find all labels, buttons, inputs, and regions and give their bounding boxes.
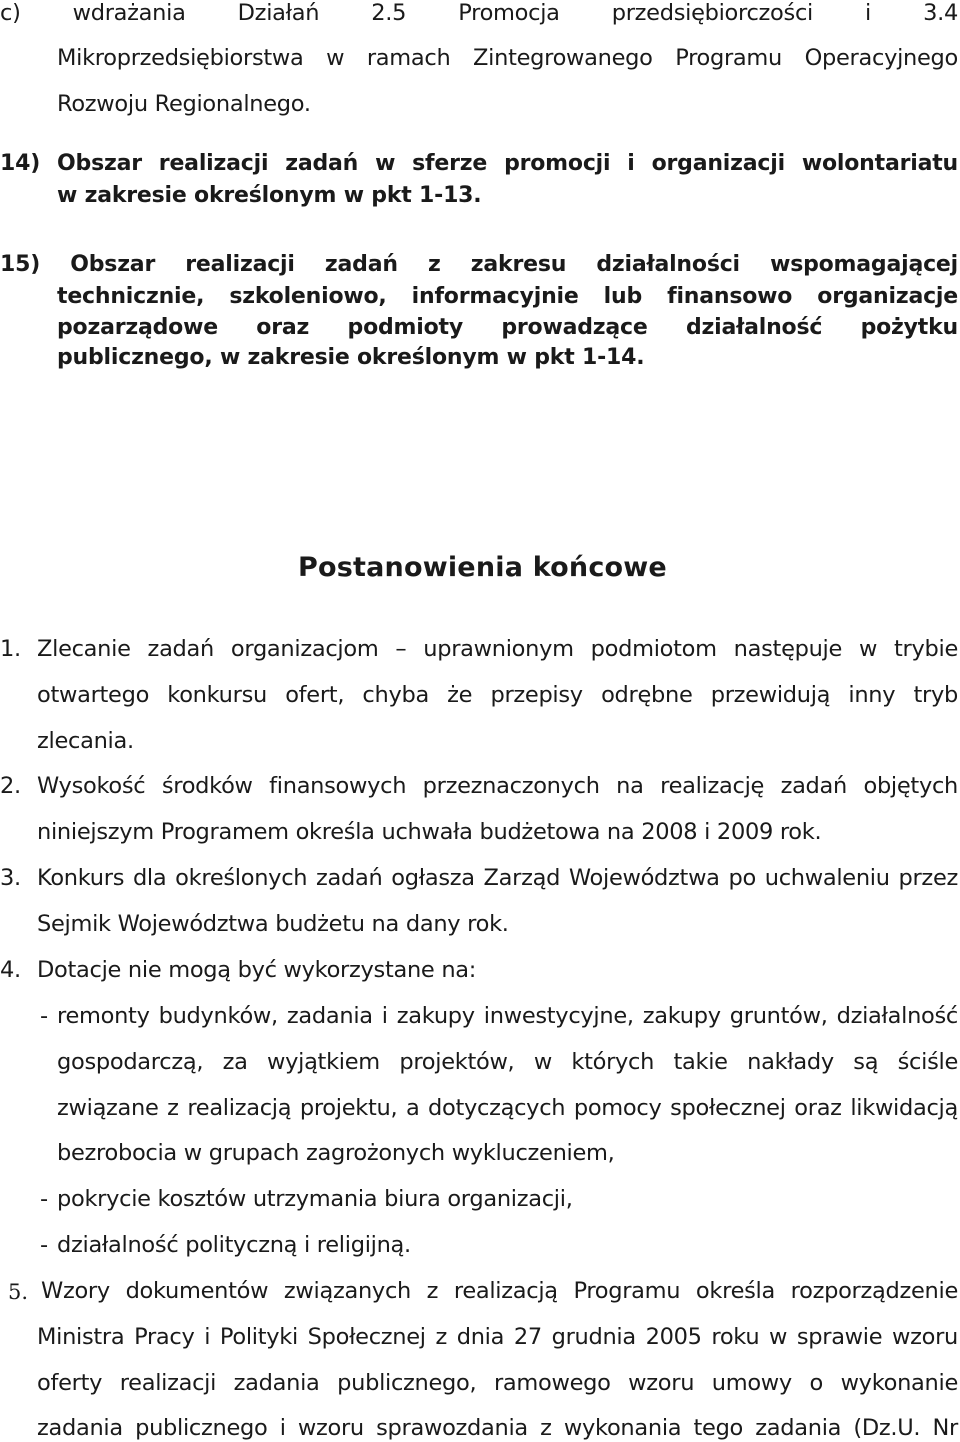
- paragraph-4-line-1: Dotacje nie mogą być wykorzystane na:: [37, 957, 477, 983]
- bullet-1-line-1: remonty budynków, zadania i zakupy inwestycyjne, zakupy gruntów, działalność: [57, 1003, 958, 1029]
- paragraph-5-line-2: Ministra Pracy i Polityki Społecznej z dnia 27 grudnia 2005 roku w sprawie wzoru: [37, 1324, 958, 1350]
- paragraph-5-line-4: zadania publicznego i wzoru sprawozdania z wykonania tego zadania (Dz.U. Nr: [37, 1415, 958, 1441]
- item-15-line-2: technicznie, szkoleniowo, informacyjnie lub finansowo organizacje: [57, 284, 958, 309]
- item-c-line-2: Mikroprzedsiębiorstwa w ramach Zintegrowanego Programu Operacyjnego: [57, 45, 958, 71]
- item-c-line-3: Rozwoju Regionalnego.: [57, 91, 311, 117]
- paragraph-4-number: 4.: [0, 957, 21, 983]
- bullet-2-dash: -: [40, 1186, 48, 1212]
- item-15-line-3: pozarządowe oraz podmioty prowadzące działalność pożytku: [57, 315, 958, 340]
- paragraph-2-number: 2.: [0, 773, 21, 799]
- paragraph-1-line-2: otwartego konkursu ofert, chyba że przepisy odrębne przewidują inny tryb: [37, 682, 958, 708]
- paragraph-1-line-1: Zlecanie zadań organizacjom – uprawnionym podmiotom następuje w trybie: [37, 636, 958, 662]
- section-heading: Postanowienia końcowe: [298, 552, 667, 583]
- paragraph-3-line-1: Konkurs dla określonych zadań ogłasza Zarząd Województwa po uchwaleniu przez: [37, 865, 958, 891]
- bullet-1-line-2: gospodarczą, za wyjątkiem projektów, w których takie nakłady są ściśle: [57, 1049, 958, 1075]
- paragraph-5-line-3: oferty realizacji zadania publicznego, ramowego wzoru umowy o wykonanie: [37, 1370, 958, 1396]
- paragraph-1-line-3: zlecania.: [37, 728, 134, 754]
- paragraph-5-number: 5.: [8, 1280, 29, 1304]
- bullet-1-dash: -: [40, 1003, 48, 1029]
- bullet-2-line-1: pokrycie kosztów utrzymania biura organizacji,: [57, 1186, 573, 1212]
- item-15-line-4: publicznego, w zakresie określonym w pkt 1-14.: [57, 345, 645, 370]
- item-c-line-1: c) wdrażania Działań 2.5 Promocja przedsiębiorczości i 3.4: [0, 0, 958, 26]
- item-14-line-1: 14) Obszar realizacji zadań w sferze promocji i organizacji wolontariatu: [0, 151, 958, 176]
- bullet-1-line-4: bezrobocia w grupach zagrożonych wykluczeniem,: [57, 1140, 615, 1166]
- paragraph-5-line-1: Wzory dokumentów związanych z realizacją Programu określa rozporządzenie: [41, 1278, 958, 1304]
- paragraph-3-line-2: Sejmik Województwa budżetu na dany rok.: [37, 911, 509, 937]
- item-15-line-1: 15) Obszar realizacji zadań z zakresu działalności wspomagającej: [0, 252, 958, 277]
- bullet-1-line-3: związane z realizacją projektu, a dotyczących pomocy społecznej oraz likwidacją: [57, 1095, 958, 1121]
- bullet-3-dash: -: [40, 1232, 48, 1258]
- item-14-line-2: w zakresie określonym w pkt 1-13.: [57, 183, 482, 208]
- bullet-3-line-1: działalność polityczną i religijną.: [57, 1232, 411, 1258]
- paragraph-1-number: 1.: [0, 636, 21, 662]
- paragraph-2-line-2: niniejszym Programem określa uchwała budżetowa na 2008 i 2009 rok.: [37, 819, 822, 845]
- paragraph-2-line-1: Wysokość środków finansowych przeznaczonych na realizację zadań objętych: [37, 773, 958, 799]
- paragraph-3-number: 3.: [0, 865, 21, 891]
